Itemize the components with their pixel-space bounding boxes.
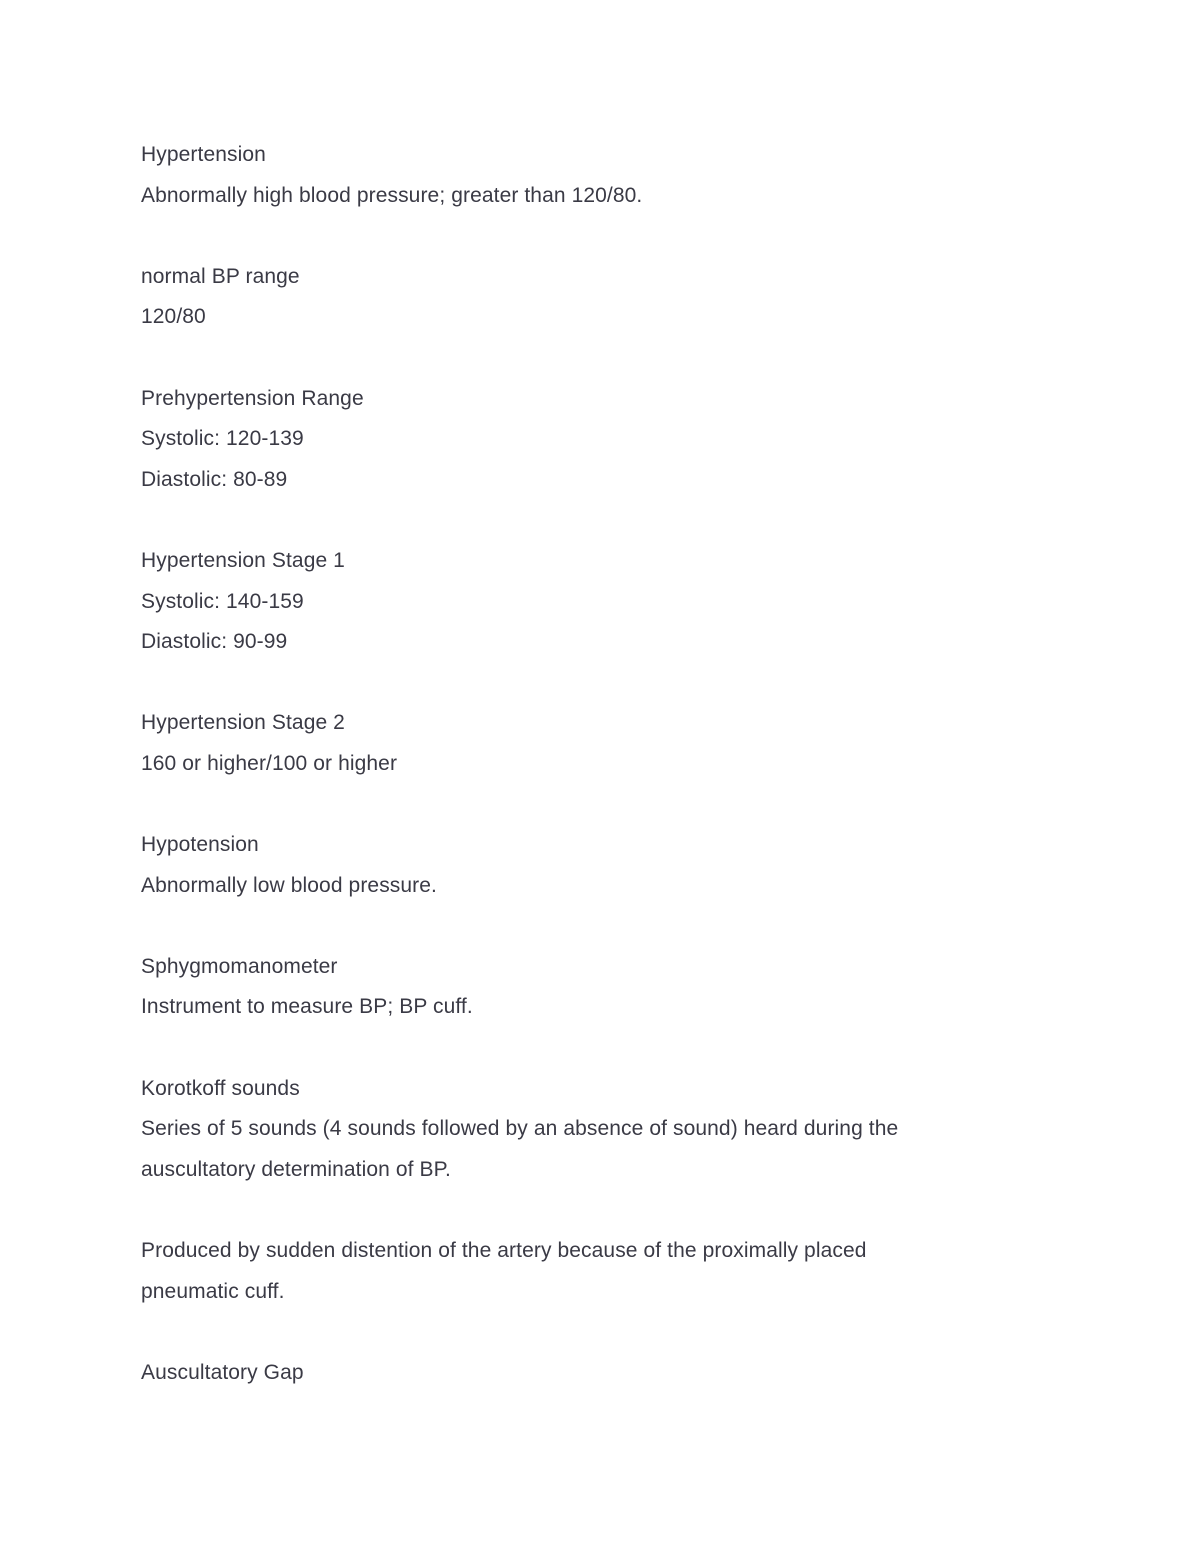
definition-line: Abnormally high blood pressure; greater than 120/80. xyxy=(141,183,643,207)
entry-sphygmomanometer xyxy=(141,947,1041,1028)
term: Hypertension xyxy=(141,143,266,166)
term: Auscultatory Gap xyxy=(141,1360,304,1384)
paragraph-gap xyxy=(141,785,1041,826)
document-page xyxy=(141,135,1041,1393)
entry-hypertension xyxy=(141,135,1041,216)
paragraph-gap xyxy=(141,1312,1041,1353)
term: Prehypertension Range xyxy=(141,386,364,410)
entry-hypertension-stage-2 xyxy=(141,703,1041,784)
paragraph-gap xyxy=(141,216,1041,257)
definition-line: Diastolic: 90-99 xyxy=(141,630,288,654)
term: normal BP range xyxy=(141,264,300,288)
definition-line: Instrument to measure BP; BP cuff. xyxy=(141,995,473,1019)
definition-line: Systolic: 120-139 xyxy=(141,427,304,451)
paragraph-gap xyxy=(141,663,1041,704)
paragraph-gap xyxy=(141,1028,1041,1069)
definition-line: pneumatic cuff. xyxy=(141,1279,285,1303)
paragraph-gap xyxy=(141,906,1041,947)
entry-korotkoff-sounds xyxy=(141,1069,1041,1313)
entry-hypotension xyxy=(141,825,1041,906)
definition-line: auscultatory determination of BP. xyxy=(141,1157,451,1181)
term: Sphygmomanometer xyxy=(141,954,338,978)
entry-hypertension-stage-1 xyxy=(141,541,1041,663)
definition-line: Produced by sudden distention of the artery because of the proximally placed xyxy=(141,1239,867,1263)
entry-normal-bp-range xyxy=(141,257,1041,338)
term: Hypotension xyxy=(141,833,259,857)
definition-line: 120/80 xyxy=(141,305,206,329)
paragraph-gap xyxy=(141,1190,1041,1231)
definition-line: Diastolic: 80-89 xyxy=(141,467,288,491)
entry-prehypertension-range xyxy=(141,379,1041,501)
definition-line: Series of 5 sounds (4 sounds followed by an absence of sound) heard during the xyxy=(141,1117,899,1141)
paragraph-gap xyxy=(141,500,1041,541)
definition-line: Systolic: 140-159 xyxy=(141,589,304,613)
paragraph-gap xyxy=(141,338,1041,379)
entry-auscultatory-gap xyxy=(141,1353,1041,1394)
term: Hypertension Stage 2 xyxy=(141,711,345,735)
definition-line: Abnormally low blood pressure. xyxy=(141,873,437,897)
term: Hypertension Stage 1 xyxy=(141,548,345,572)
term: Korotkoff sounds xyxy=(141,1076,300,1100)
definition-line: 160 or higher/100 or higher xyxy=(141,751,398,775)
